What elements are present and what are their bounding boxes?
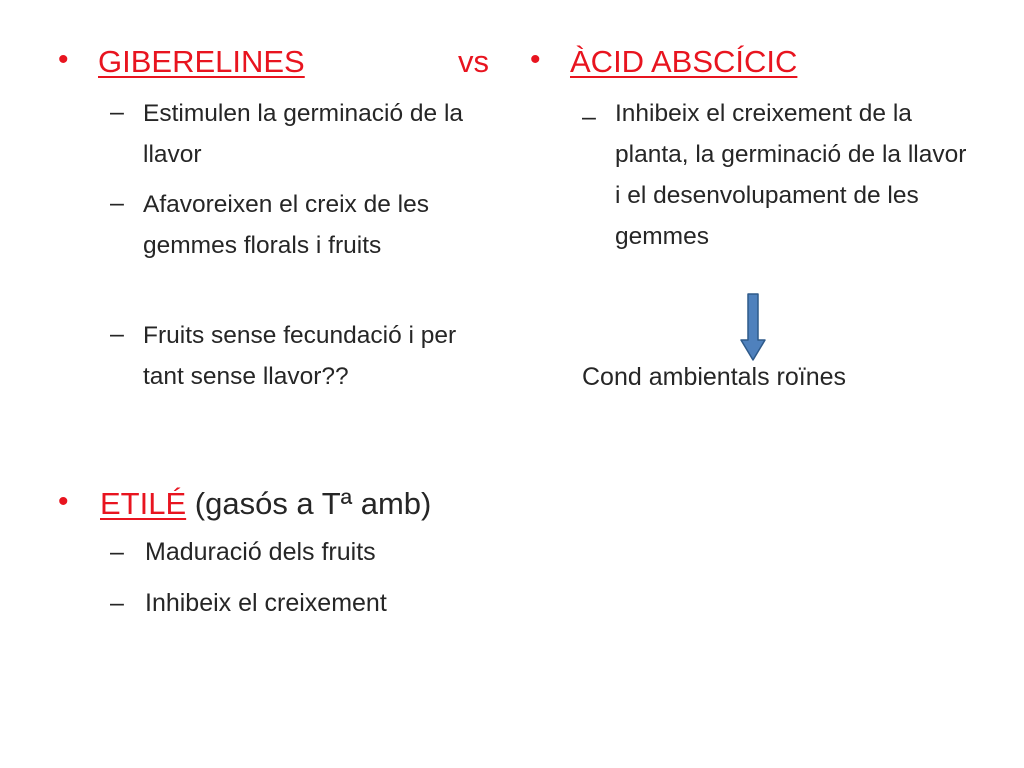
heading-acid	[570, 44, 797, 80]
etile-suffix: (gasós a Tª amb)	[186, 486, 432, 521]
conclusion-text: Cond ambientals roïnes	[582, 363, 847, 391]
giberelines-title: GIBERELINES	[98, 44, 305, 79]
bullet-dot: •	[58, 485, 69, 518]
etile-title: ETILÉ	[100, 486, 187, 521]
dash-marker: –	[582, 103, 596, 131]
dash-marker: –	[110, 189, 124, 217]
heading-etile	[100, 486, 431, 522]
bullet-dot: •	[530, 43, 541, 76]
dash-marker: –	[110, 589, 124, 617]
dash-marker: –	[110, 320, 124, 348]
giberelines-item-2: Afavoreixen el creix de les gemmes florals i fruits	[143, 191, 429, 259]
bullet-dot: •	[58, 43, 69, 76]
giberelines-item-3: Fruits sense fecundació i per tant sense llavor??	[143, 322, 457, 390]
etile-item-2: Inhibeix el creixement	[145, 589, 387, 617]
dash-marker: –	[110, 538, 124, 566]
heading-giberelines	[98, 44, 305, 80]
acid-title: ÀCID ABSCÍCIC	[570, 44, 798, 79]
acid-item-1: Inhibeix el creixement de la planta, la germinació de la llavor i el desenvolupament de les gemmes	[615, 100, 967, 250]
dash-marker: –	[110, 98, 124, 126]
giberelines-item-1: Estimulen la germinació de la llavor	[143, 100, 464, 168]
etile-item-1: Maduració dels fruits	[145, 538, 376, 566]
vs-label: vs	[458, 44, 489, 79]
down-arrow-icon	[738, 292, 768, 364]
